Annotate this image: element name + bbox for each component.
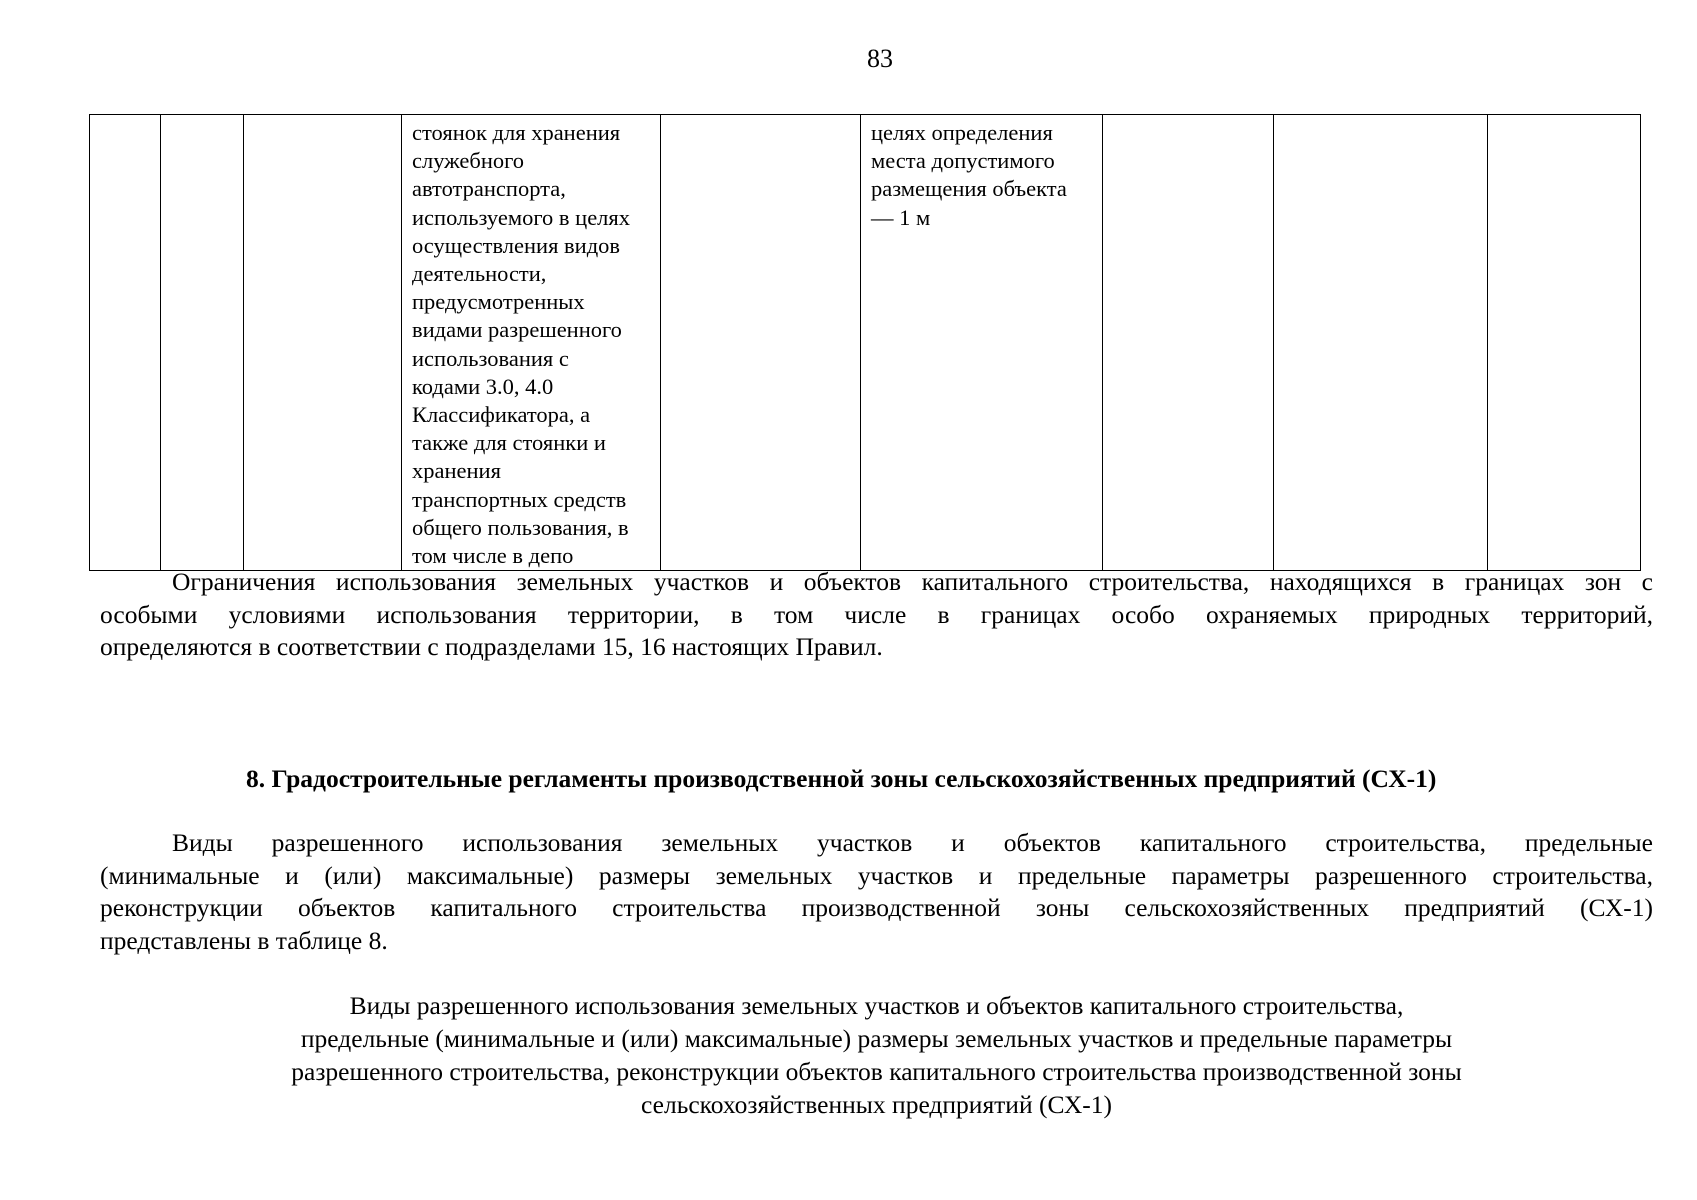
paragraph-line: Виды разрешенного использования земельных участков и объектов капитального строительства, предельные: [172, 828, 1653, 857]
restriction-paragraph: [100, 566, 1653, 664]
paragraph-line: представлены в таблице 8.: [100, 925, 388, 955]
table-cell: [1274, 115, 1488, 571]
cell-text-setback: целях определения места допустимого размещения объекта — 1 м: [871, 120, 1067, 230]
intro-paragraph: [100, 827, 1653, 957]
caption-line: сельскохозяйственных предприятий (СХ-1): [641, 1090, 1112, 1119]
paragraph-line: реконструкции объектов капитального строительства производственной зоны сельскохозяйственных предприятий (СХ-1): [100, 893, 1653, 922]
table-cell: [90, 115, 161, 571]
paragraph-line: определяются в соответствии с подразделами 15, 16 настоящих Правил.: [100, 632, 883, 661]
table-cell: [161, 115, 244, 571]
section-heading: 8. Градостроительные регламенты производственной зоны сельскохозяйственных предприятий (СХ-1): [246, 764, 1437, 793]
table-cell: [661, 115, 861, 571]
paragraph-line: особыми условиями использования территории, в том числе в границах особо охраняемых природных территорий,: [100, 599, 1653, 629]
table-cell: [402, 115, 661, 571]
caption-line: Виды разрешенного использования земельных участков и объектов капитального строительства,: [349, 991, 1404, 1020]
table-cell: [1488, 115, 1641, 571]
table-cell: [1103, 115, 1274, 571]
table-cell: [244, 115, 402, 571]
paragraph-line: Ограничения использования земельных участков и объектов капитального строительства, находящихся в границах зон с: [172, 567, 1653, 596]
continuation-table: [89, 114, 1641, 571]
table-row: [90, 115, 1641, 571]
table-caption: [100, 989, 1653, 1121]
paragraph-line: (минимальные и (или) максимальные) размеры земельных участков и предельные параметры разрешенного строительства,: [100, 860, 1653, 890]
caption-line: предельные (минимальные и (или) максимальные) размеры земельных участков и предельные параметры: [300, 1024, 1453, 1053]
table-cell: [861, 115, 1103, 571]
caption-line: разрешенного строительства, реконструкции объектов капитального строительства производственной зоны: [291, 1057, 1462, 1086]
page-number: 83: [867, 44, 893, 73]
cell-text-parking: стоянок для хранения служебного автотранспорта, используемого в целях осуществления видов деятельности, предусмотренных видами разрешенного использования с кодами 3.0, 4.0 Классификатора, а также для стоянки и хранения транспортных средств общего пользования, в том числе в депо: [412, 120, 631, 569]
